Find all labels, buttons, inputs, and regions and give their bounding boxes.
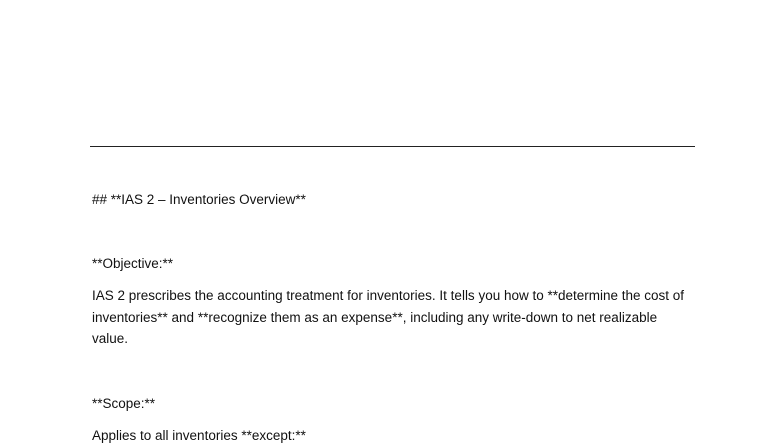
horizontal-rule (90, 146, 695, 147)
objective-paragraph: IAS 2 prescribes the accounting treatment for inventories. It tells you how to **determine the cost of inventories** and **recognize them as an expense**, including any write-down to net realizable value. (92, 288, 685, 346)
section-heading: ## **IAS 2 – Inventories Overview** (92, 192, 306, 207)
scope-label: **Scope:** (92, 396, 156, 411)
objective-label: **Objective:** (92, 256, 174, 271)
scope-paragraph: Applies to all inventories **except:** (92, 428, 306, 443)
